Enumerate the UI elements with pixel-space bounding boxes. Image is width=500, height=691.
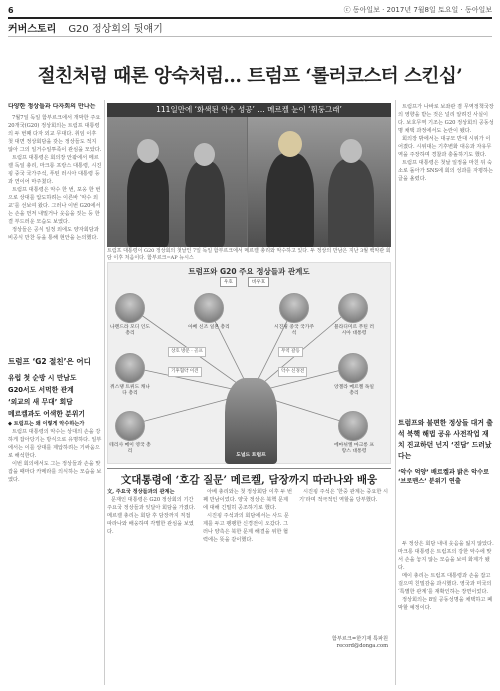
section-series: G20 정상회의 뒷얘기	[68, 24, 163, 35]
left-paragraph: 정상들은 공식 일정 외에도 양자회담과 비공식 만찬 등을 통해 현안을 논의했다.	[8, 227, 99, 241]
left-paragraph: 트럼프 대통령은 악수 한 번, 포옹 한 번으로 상대를 압도하려는 이른바 ‘악수 외교’를 선보여 왔다. 그러나 이번 G20에서는 손을 먼저 내밀거나 웃음을 짓는 등 한결 부드러운 모습도 보였다.	[8, 187, 101, 225]
center-label: 도널드 트럼프	[236, 453, 266, 458]
right-paragraph: 트럼프 대통령은 첫날 일정을 마친 뒤 숙소로 돌아가 SNS에 회의 성과를 자평하는 글을 올렸다.	[398, 160, 494, 182]
left-paragraph: 7월7일 독일 함부르크에서 개막한 주요 20개국(G20) 정상회의는 트럼프 대통령의 두 번째 다자 외교 무대다. 취임 이후 첫 대면 정상회담을 갖는 정상들도 적지 않아 그의 일거수일투족이 관심을 모았다.	[8, 115, 102, 153]
relation-note: 무역 갈등	[278, 347, 303, 357]
leader-node-abe	[194, 293, 224, 323]
relation-note: 상호 방문 · 골프	[168, 347, 206, 357]
right-sub-head	[398, 418, 494, 486]
left-q-head: ◆ 트럼프는 왜 이렇게 악수하는가	[8, 421, 85, 427]
right-paragraph: 두 정상은 회담 내내 웃음을 잃지 않았다. 마크롱 대통령은 트럼프의 강한 악수에 맞서 손을 놓지 않는 모습을 보여 화제가 됐다.	[398, 541, 494, 571]
relation-note: 악수 신경전	[278, 367, 307, 377]
leader-label: 쥐스탱 트뤼도 캐나다 총리	[109, 385, 151, 396]
photo-left-panel	[107, 117, 247, 247]
leader-node-xi	[279, 293, 309, 323]
right-paragraph: 회의장 밖에서는 대규모 반대 시위가 이어졌다. 시위대는 기후변화 대응과 자유무역을 주장하며 경찰과 충돌하기도 했다.	[398, 136, 492, 158]
diagram-title: 트럼프와 G20 주요 정상들과 관계도	[188, 267, 310, 276]
photo-right-panel	[248, 117, 391, 247]
page-headline: 절친처럼 때론 앙숙처럼… 트럼프 ‘롤러코스터 스킨십’	[37, 66, 463, 87]
leader-node-may	[115, 411, 145, 441]
leader-label: 블라디미르 푸틴 러시아 대통령	[333, 325, 375, 336]
byline-reporter: 함부르크=한기재 특파원	[331, 636, 388, 642]
page-number: 6	[8, 5, 14, 15]
right-paragraph: 트럼프가 나바로 보좌관 겸 무역정책국장의 영향을 받는 것은 널리 알려진 사실이다. 보호무역 기조는 G20 정상회의 공동성명 채택 과정에서도 논란이 됐다.	[398, 104, 494, 134]
right-quote: ‘악수 억양’ 배르켈과 밝은 악수로 ‘브로맨스’ 분위기 연출	[398, 469, 490, 485]
column-divider	[104, 100, 105, 685]
leader-node-merkel	[338, 353, 368, 383]
publication-line: ⓒ 동아일보 · 2017년 7월8일 토요일 · 동아일보	[343, 6, 492, 14]
center-column-2	[203, 488, 293, 683]
section-category: 커버스토리	[8, 24, 57, 35]
right-paragraph: 정상회의는 8일 공동성명을 채택하고 폐막할 예정이다.	[398, 597, 493, 611]
center-paragraph: 아베 총리와는 첫 정상회담 이후 두 번째 만남이었다. 양국 정상은 북핵 문제에 대해 긴밀히 공조하기로 했다.	[203, 489, 293, 511]
left-quote-line: ‘외교의 새 무대’ 회담	[8, 398, 73, 406]
left-quote-line: 메르켈과도 어색한 분위기	[8, 410, 85, 418]
center-column-1	[107, 488, 197, 683]
legend-friendly: 우호	[220, 277, 237, 287]
photo-title: 111일만에 ‘화색된 악수 성공’ … 메르켈 눈이 ‘휘둥그래’	[107, 103, 391, 117]
leader-label: 시진핑 중국 국가주석	[273, 325, 315, 336]
leader-label: 테리사 메이 영국 총리	[109, 443, 151, 454]
left-paragraph: 트럼프 대통령의 악수는 상대의 손을 강하게 잡아당기는 방식으로 유명하다. 일부에서는 이를 상대를 제압하려는 기싸움으로 해석한다.	[8, 429, 102, 459]
section-bar	[8, 17, 492, 37]
masthead	[8, 4, 492, 16]
column-divider	[395, 100, 396, 685]
legend-unfriendly: 비우호	[248, 277, 269, 287]
relation-note: 기후협약 이견	[168, 367, 202, 377]
leader-label: 아베 신조 일본 총리	[188, 325, 230, 330]
left-paragraph: 트럼프 대통령은 회의장 안팎에서 메르켈 독일 총리, 마크롱 프랑스 대통령, 시진핑 중국 국가주석, 푸틴 러시아 대통령 등과 연이어 마주쳤다.	[8, 155, 102, 185]
center-sub-head: 文, 주요국 정상들과의 관계는	[107, 489, 175, 495]
trump-center-photo	[225, 378, 277, 464]
relations-diagram	[107, 262, 391, 464]
leader-node-macron	[338, 411, 368, 441]
right-sub-head-title: 트럼프와 불편한 정상들 대거 출석 북핵 해법 공유 사전작업 재치 진교하던 넌지 ‘진담’ 드러났다는	[398, 419, 493, 460]
left-quote-line: G20서도 서먹한 관계	[8, 386, 74, 394]
byline	[332, 636, 388, 650]
center-paragraph: 문재인 대통령은 G20 정상회의 기간 주요국 정상들과 잇달아 회담을 가졌다. 메르켈 총리는 회담 후 담장까지 직접 따라나와 배웅하며 각별한 관심을 보였다.	[107, 497, 196, 535]
photo-caption: 트럼프 대통령이 G20 정상회의 첫날인 7일 독일 함부르크에서 메르켈 총리와 악수하고 있다. 두 정상의 만남은 지난 3월 백악관 회담 이후 처음이다. 함부르크=AP 뉴시스	[107, 248, 391, 261]
left-quote-line: 유럽 첫 순방 시 만남도	[8, 374, 77, 382]
leader-node-modi	[115, 293, 145, 323]
leader-label: 에마뉘엘 마크롱 프랑스 대통령	[333, 443, 375, 454]
byline-email: record@donga.com	[336, 643, 388, 649]
right-paragraph: 메이 총리는 트럼프 대통령과 손을 잡고 걸으며 친밀감을 과시했다. 영국과 미국의 ‘특별한 관계’를 재확인하는 장면이었다.	[398, 573, 492, 595]
center-paragraph: 시진핑 주석은 ‘한중 관계는 중요한 시기’라며 적극적인 역할을 당부했다.	[299, 489, 389, 503]
leader-label: 나렌드라 모디 인도 총리	[109, 325, 151, 336]
left-column-lower	[8, 420, 102, 682]
leader-label: 앙겔라 메르켈 독일 총리	[333, 385, 375, 396]
mid-headline: 文대통령에 ‘호감 질문’ 메르켈, 담장까지 따라나와 배웅	[107, 468, 391, 487]
right-column	[398, 103, 494, 415]
left-paragraph: 이번 회의에서도 그는 정상들과 손을 맞잡을 때마다 카메라를 의식하는 모습을 보였다.	[8, 461, 102, 483]
left-sub-head	[8, 356, 102, 420]
news-photo	[107, 103, 391, 247]
left-intro-head: 다양한 정상들과 다자회의 만나는	[8, 103, 96, 110]
center-column-3	[299, 488, 391, 628]
leader-node-trudeau	[115, 353, 145, 383]
leader-node-putin	[338, 293, 368, 323]
left-column	[8, 103, 102, 353]
left-sub-head-title: 트럼프 ‘G2 절친’은 어디	[8, 357, 91, 366]
right-column-lower	[398, 540, 494, 683]
center-paragraph: 시진핑 주석과의 회담에서는 사드 문제를 두고 팽팽한 신경전이 오갔다. 그러나 양측은 북한 문제 해결을 위한 협력에는 뜻을 같이했다.	[203, 513, 289, 543]
